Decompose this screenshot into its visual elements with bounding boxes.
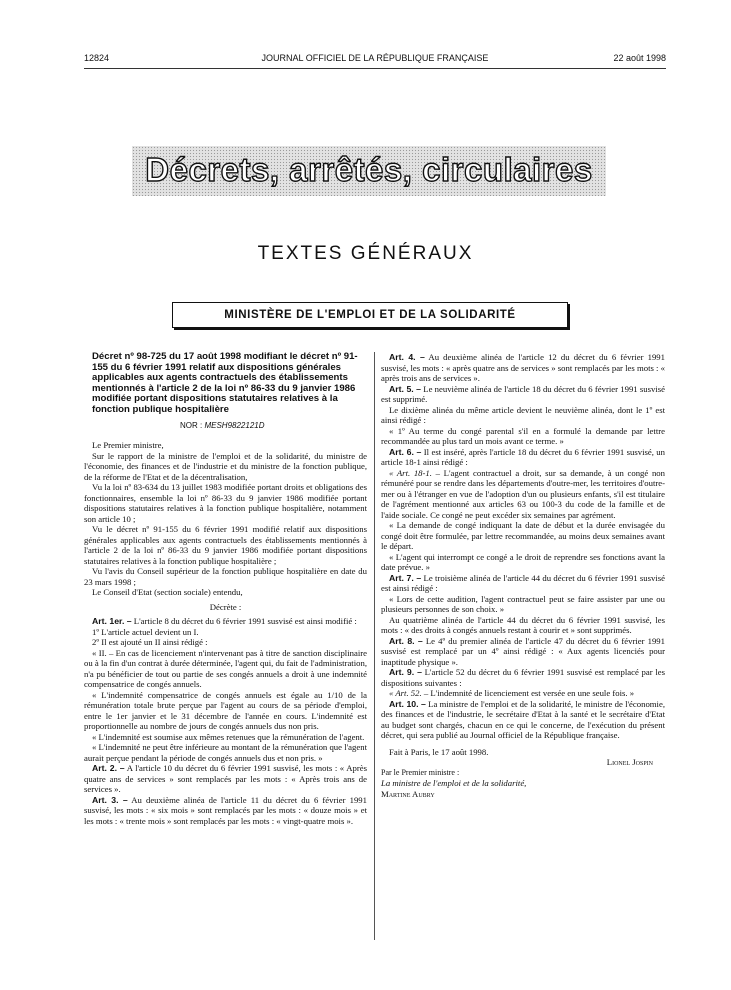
section-title: TEXTES GÉNÉRAUX (257, 243, 474, 264)
page-header (84, 53, 666, 67)
article-label: Art. 5. – (389, 383, 422, 394)
article-label: Art. 9. – (389, 667, 422, 677)
article-label: Art. 7. – (389, 572, 422, 583)
right-column (381, 352, 665, 799)
quote-paragraph: « L'indemnité ne peut être inférieure au montant de la rémunération que l'agent aurait perçue pendant la période de congés annuels dus et non pris. » (84, 742, 367, 763)
signatory: Lionel Jospin (606, 757, 653, 767)
article-4: Art. 4. – Au deuxième alinéa de l'article 12 du décret du 6 février 1991 susvisé, les mots : « après quatre ans de services » sont remplacés par les mots : « après trois ans de services ». (381, 352, 665, 383)
article-9: Art. 9. – L'article 52 du décret du 6 février 1991 susvisé est remplacé par les dispositions suivantes : (381, 667, 666, 688)
paragraph: Sur le rapport de la ministre de l'emploi et de la solidarité, du ministre de l'économie, des finances et de l'industrie et du ministre de la fonction publique, de la réforme de l'Etat et de la décentralisation, (84, 450, 367, 482)
decrete-heading: Décrète : (209, 601, 242, 612)
nor-value: MESH9822121D (204, 420, 265, 430)
article-label: Art. 2. – (92, 763, 125, 774)
paragraph: Vu l'avis du Conseil supérieur de la fonction publique hospitalière en date du 23 mars 1998 ; (84, 566, 367, 587)
article-8: Art. 8. – Le 4º du premier alinéa de l'article 47 du décret du 6 février 1991 susvisé est remplacé par un 4º ainsi rédigé : « Aux agents licenciés pour inaptitude physique ». (381, 635, 665, 667)
article-7: Art. 7. – Le troisième alinéa de l'article 44 du décret du 6 février 1991 susvisé est ainsi rédigé : (381, 572, 665, 593)
by-prime-minister: Par le Premier ministre : (381, 767, 460, 777)
decree-title: Décret nº 98-725 du 17 août 1998 modifiant le décret nº 91-155 du 6 février 1991 relatif aux dispositions générales applicables aux agents contractuels des établissements mentionnés à l'article 2 de la loi nº 86-33 du 9 janvier 1986 modifiée portant dispositions statutaires relatives à la fonction publique hospitalière (92, 351, 358, 415)
column-divider (374, 352, 375, 940)
article-label: Art. 8. – (389, 635, 423, 646)
quote-paragraph: « II. – En cas de licenciement n'intervenant pas à titre de sanction disciplinaire ou à la fin d'un contrat à durée déterminée, l'agent qui, du fait de l'administration, n'a pu bénéficier de tout ou partie de ses congés annuels a droit à une indemnité compensatrice de congés annuels. (84, 647, 367, 690)
paragraph: Le dixième alinéa du même article devient le neuvième alinéa, dont le 1º est ainsi rédigé : (381, 404, 665, 425)
minister-name: Martine Aubry (381, 788, 435, 799)
quote-paragraph: « Art. 52. – L'indemnité de licenciement est versée en une seule fois. » (389, 688, 635, 698)
journal-title: JOURNAL OFFICIEL DE LA RÉPUBLIQUE FRANÇAISE (261, 53, 489, 63)
paragraph: Vu la loi nº 83-634 du 13 juillet 1983 modifiée portant droits et obligations des fonctionnaires, ensemble la loi nº 86-33 du 9 janvier 1986 modifiée portant dispositions statutaires relatives à la fonction publique hospitalière, notamment son article 10 ; (84, 482, 367, 524)
article-3: Art. 3. – Au deuxième alinéa de l'article 11 du décret du 6 février 1991 susvisé, les mots : « six mois » sont remplacés par les mots : « douze mois » et les mots : « trente mois » sont remplacés par les mots : « vingt-quatre mois ». (84, 794, 367, 826)
issue-date: 22 août 1998 (613, 53, 666, 63)
page-number: 12824 (84, 53, 110, 63)
quote-paragraph: « Art. 18-1. – L'agent contractuel a droit, sur sa demande, à un congé non rémunéré pour se rendre dans les départements d'outre-mer, les territoires d'outre-mer ou à l'étranger en vue de l'adoption d'un ou plusieurs enfants, s'il est titulaire de l'agrément mentionné aux articles 63 ou 100-3 du code de la famille et de l'aide sociale. Ce congé ne peut excéder six semaines par agrément. (381, 467, 665, 520)
quote-paragraph: « La demande de congé indiquant la date de début et la durée envisagée du congé doit être formulée, par lettre recommandée, au moins deux semaines avant le départ. (381, 520, 665, 551)
nor-label: NOR : (180, 420, 203, 430)
header-rule (84, 68, 666, 69)
article-label: Art. 10. – (389, 698, 426, 709)
quote-paragraph: « Lors de cette audition, l'agent contractuel peut se faire assister par une ou plusieurs personnes de son choix. » (381, 593, 665, 614)
article-label: Art. 4. – (389, 352, 425, 362)
paragraph: Au quatrième alinéa de l'article 44 du décret du 6 février 1991 susvisé, les mots : « des droits à congés annuels restant à courir et » sont supprimés. (381, 614, 665, 635)
list-item: 1º L'article actuel devient un I. (92, 626, 199, 637)
place-date: Fait à Paris, le 17 août 1998. (389, 746, 489, 757)
article-1: Art. 1er. – L'article 8 du décret du 6 février 1991 susvisé est ainsi modifié : (92, 616, 357, 627)
minister-title: La ministre de l'emploi et de la solidarité, (381, 778, 527, 788)
left-column (84, 352, 367, 826)
quote-paragraph: « 1º Au terme du congé parental s'il en a formulé la demande par lettre recommandée au plus tard un mois avant ce terme. » (381, 425, 665, 446)
quote-paragraph: « L'agent qui interrompt ce congé a le droit de reprendre ses fonctions avant la date prévue. » (381, 551, 665, 572)
article-2: Art. 2. – A l'article 10 du décret du 6 février 1991 susvisé, les mots : « Après quatre ans de services » sont remplacés par les mots : « Après trois ans de services ». (84, 763, 367, 795)
article-label: Art. 6. – (389, 446, 422, 457)
article-label: Art. 1er. – (92, 616, 132, 627)
paragraph: Vu le décret nº 91-155 du 6 février 1991 modifié relatif aux dispositions générales applicables aux agents contractuels des établissements mentionnés à l'article 2 de la loi nº 86-33 du 9 janvier 1986 modifiée portant dispositions statutaires relatives à la fonction publique hospitalière ; (84, 524, 367, 566)
banner-title: Décrets, arrêtés, circulaires (145, 151, 593, 188)
quote-lead: « Art. 18-1. (389, 467, 432, 478)
article-label: Art. 3. – (92, 794, 128, 805)
quote-paragraph: « L'indemnité compensatrice de congés annuels est égale au 1/10 de la rémunération totale brute perçue par l'agent au cours de sa période d'emploi, entre le 1er janvier et le 31 décembre de l'année en cours. L'indemnité est proportionnelle au nombre de jours de congés annuels dus non pris. (84, 689, 367, 732)
quote-paragraph: « L'indemnité est soumise aux mêmes retenues que la rémunération de l'agent. (92, 731, 365, 742)
nor-reference (180, 421, 367, 432)
list-item: 2º Il est ajouté un II ainsi rédigé : (92, 637, 208, 648)
article-6: Art. 6. – Il est inséré, après l'article 18 du décret du 6 février 1991 susvisé, un article 18-1 ainsi rédigé : (381, 446, 665, 467)
article-5: Art. 5. – Le neuvième alinéa de l'article 18 du décret du 6 février 1991 susvisé est supprimé. (381, 383, 665, 404)
paragraph: Le Conseil d'Etat (section sociale) entendu, (92, 587, 243, 598)
ministry-name: MINISTÈRE DE L'EMPLOI ET DE LA SOLIDARITÉ (224, 309, 516, 321)
quote-lead: « Art. 52. (389, 688, 422, 698)
article-10: Art. 10. – La ministre de l'emploi et de la solidarité, le ministre de l'économie, des finances et de l'industrie, le secrétaire d'Etat à la santé et le secrétaire d'Etat au budget sont chargés, chacun en ce qui le concerne, de l'exécution du présent décret, qui sera publié au Journal officiel de la République française. (381, 698, 665, 740)
paragraph: Le Premier ministre, (92, 440, 164, 451)
ministry-box (172, 302, 568, 328)
